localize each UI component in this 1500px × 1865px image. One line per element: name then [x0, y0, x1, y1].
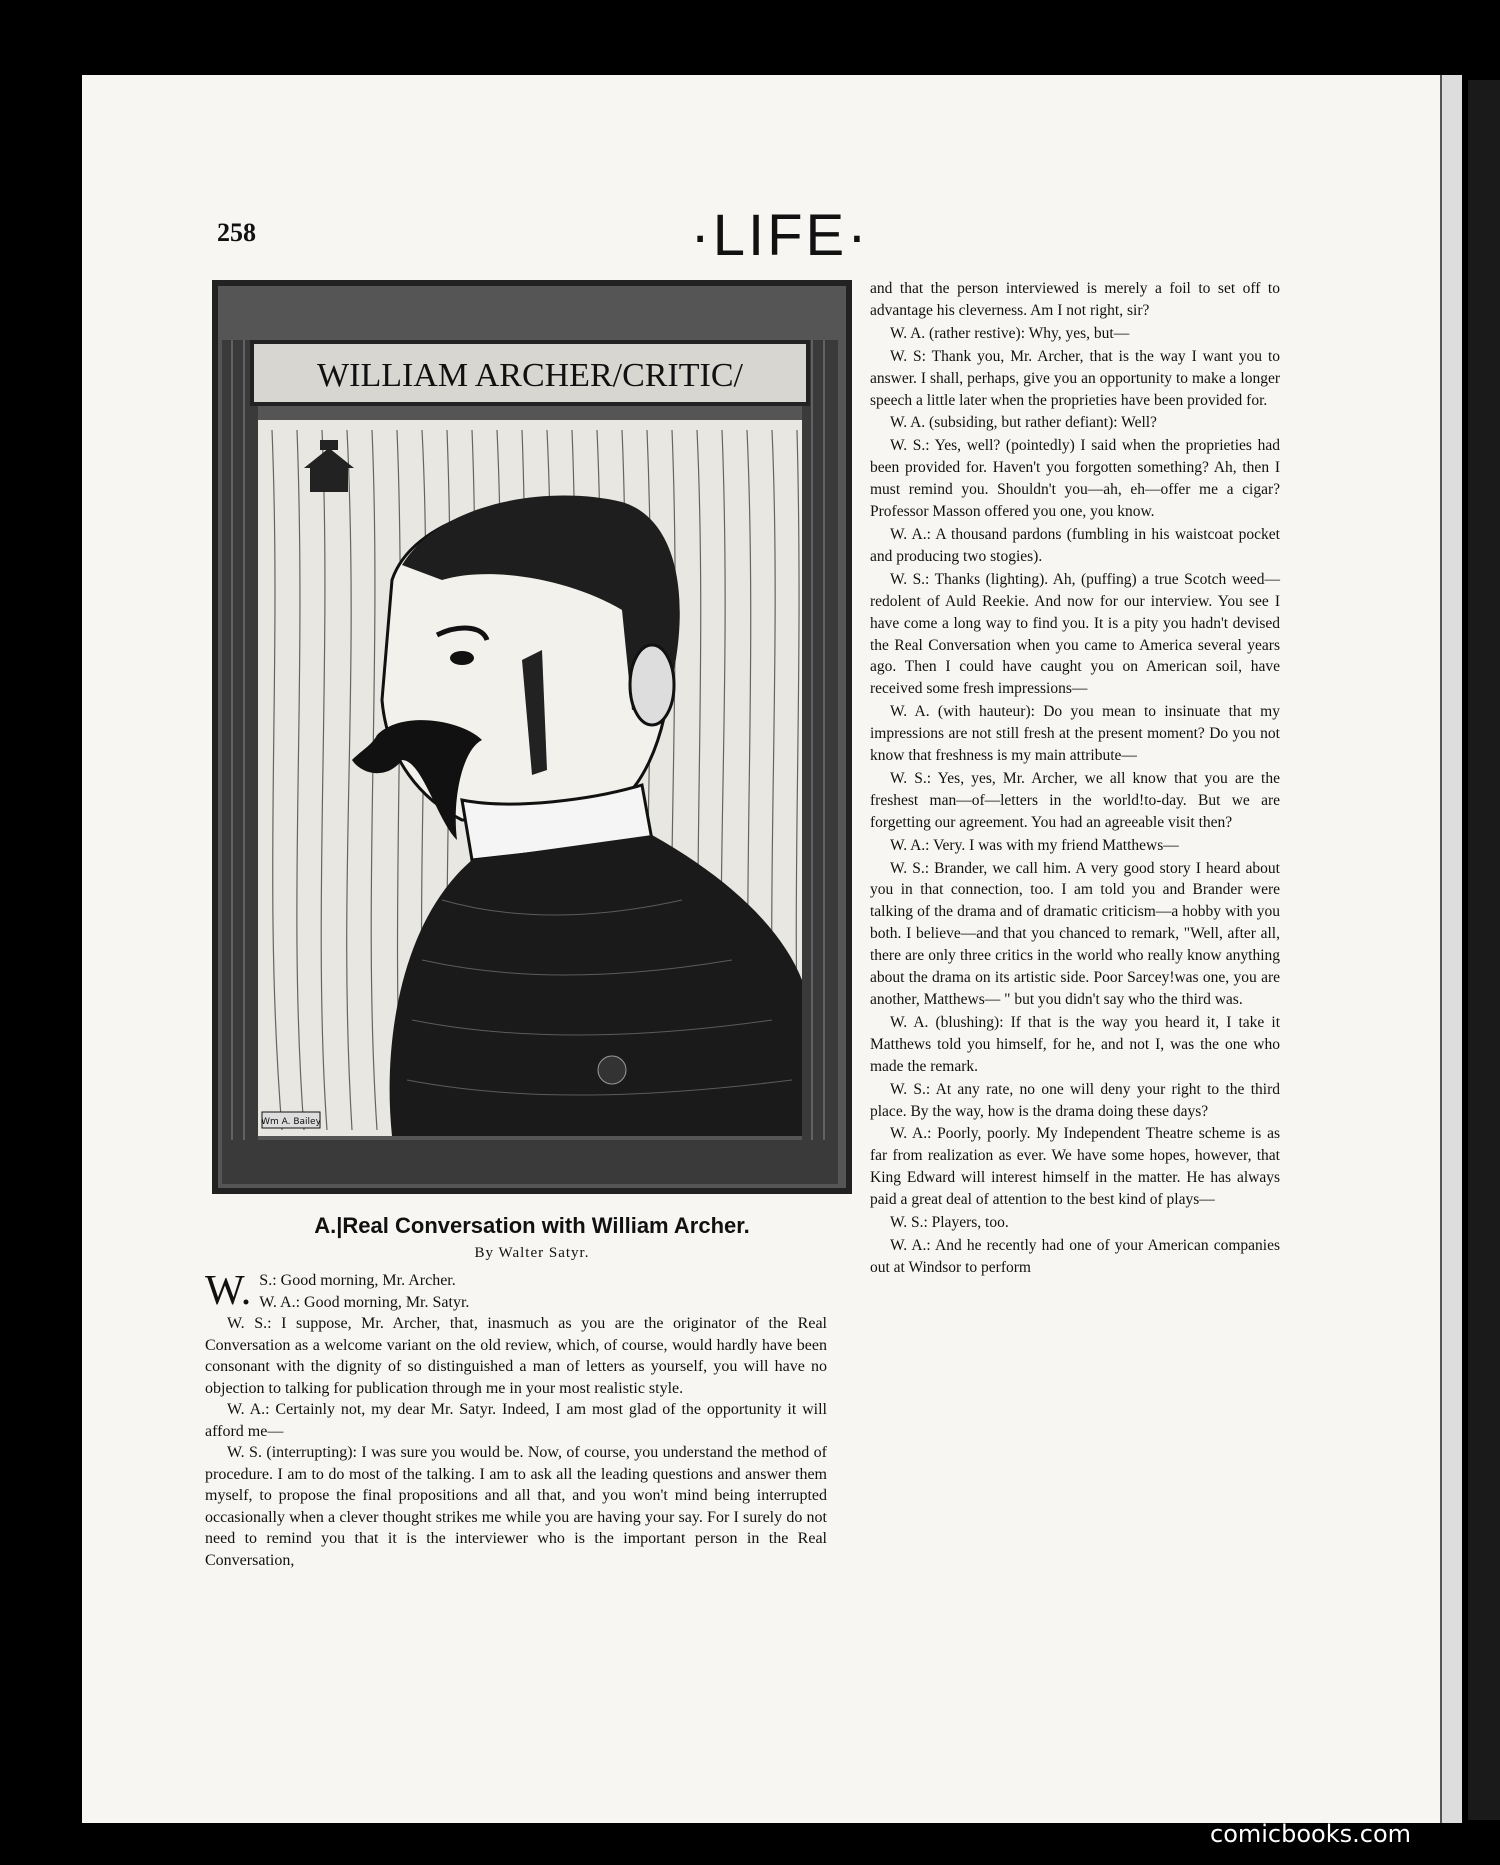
paragraph: W. A.: Poorly, poorly. My Independent Theatre scheme is as far from realization as ever. We have some hopes, however, that King Edward will interest himself in the matter. He has always paid a great deal of attention to the best kind of plays— [870, 1125, 1280, 1209]
binding-shadow [1468, 80, 1500, 1820]
paragraph: W. S.: At any rate, no one will deny your right to the third place. By the way, how is the drama doing these days? [870, 1080, 1280, 1120]
paragraph: W. A.: A thousand pardons (fumbling in his waistcoat pocket and producing two stogies). [870, 525, 1280, 565]
paragraph: W. A.: Certainly not, my dear Mr. Satyr. Indeed, I am most glad of the opportunity it will afford me— [205, 1401, 827, 1440]
artist-signature: Wm A. Bailey [261, 1117, 321, 1127]
next-page-edge [1440, 75, 1462, 1823]
paragraph: W. S.: Players, too. [890, 1214, 1009, 1232]
paragraph: W. A. (blushing): If that is the way you heard it, I take it Matthews told you himself, for he, and not I, was the one who made the remark. [870, 1013, 1280, 1075]
paragraph: W. S.: Brander, we call him. A very good story I heard about you in that connection, too. I am told you and Brander were talking of the drama and of dramatic criticism—a hobby with you both. I believe—and that you chanced to remark, "Well, after all, there are only three critics in the world who really know anything about the drama on its artistic side. Poor Sarcey!was one, you are another, Matthews— " but you didn't say who the third was. [870, 859, 1280, 1008]
paragraph: W. S.: Yes, well? (pointedly) I said when the proprieties had been provided for. Haven't you forgotten something? Ah, then I must remind you. Shouldn't you—ah, eh—offer me a cigar? Professor Masson offered you one, you know. [870, 437, 1280, 521]
paragraph: W. S: Thank you, Mr. Archer, that is the way I want you to answer. I shall, perhaps, give you an opportunity to make a longer speech a little later when the proprieties have been provided for. [870, 347, 1280, 409]
paragraph: W. S.: Good morning, Mr. Archer. [205, 1268, 456, 1314]
paragraph: W. A.: Very. I was with my friend Matthews— [890, 836, 1179, 854]
paragraph: W. A.: And he recently had one of your American companies out at Windsor to perform [870, 1236, 1280, 1276]
watermark: comicbooks.com [1210, 1820, 1412, 1848]
paragraph: W. S. (interrupting): I was sure you would be. Now, of course, you understand the method of procedure. I am to do most of the talking. I am to ask all the leading questions and answer them myself, to propose the final propositions and all that, and you won't mind being interrupted occasionally when a clever thought strikes me while you are having your say. For I surely do not need to remind you that it is the interviewer who is the important person in the Real Conversation, [205, 1444, 827, 1569]
article-byline: By Walter Satyr. [474, 1245, 590, 1261]
paragraph: W. S.: Thanks (lighting). Ah, (puffing) a true Scotch weed—redolent of Auld Reekie. And now for our interview. You see I have come a long way to find you. It is a pity you hadn't devised the Real Conversation when you came to America several years ago. Then I could have caught you on American soil, have received some fresh impressions— [870, 570, 1280, 698]
paragraph: W. A. (rather restive): Why, yes, but— [890, 324, 1130, 342]
portrait-title: WILLIAM ARCHER/CRITIC/ [317, 357, 743, 394]
paragraph: W. A. (with hauteur): Do you mean to insinuate that my impressions are not still fresh at the present moment? Do you not know that freshness is my main attribute— [870, 703, 1280, 765]
paragraph: W. A.: Good morning, Mr. Satyr. [259, 1293, 470, 1311]
article-title: A.|Real Conversation with William Archer. [314, 1213, 750, 1238]
right-column [870, 278, 1280, 1280]
paragraph: and that the person interviewed is merely a foil to set off to advantage his cleverness. Am I not right, sir? [870, 280, 1280, 319]
masthead: ·LIFE· [690, 203, 870, 268]
portrait-illustration [212, 280, 852, 1194]
paragraph: W. A. (subsiding, but rather defiant): Well? [890, 414, 1157, 432]
left-column [205, 1270, 827, 1571]
page-number: 258 [217, 218, 256, 247]
paragraph: W. S.: I suppose, Mr. Archer, that, inasmuch as you are the originator of the Real Conversation as a welcome variant on the old review, which, of course, would hardly have been consonant with the dignity of so distinguished a man of letters as yourself, you will have no objection to talking for publication through me in your most realistic style. [205, 1315, 827, 1397]
paragraph: W. S.: Yes, yes, Mr. Archer, we all know that you are the freshest man—of—letters in the world!to-day. But we are forgetting our agreement. You had an agreeable visit then? [870, 769, 1280, 831]
drop-cap: W. [205, 1268, 252, 1314]
